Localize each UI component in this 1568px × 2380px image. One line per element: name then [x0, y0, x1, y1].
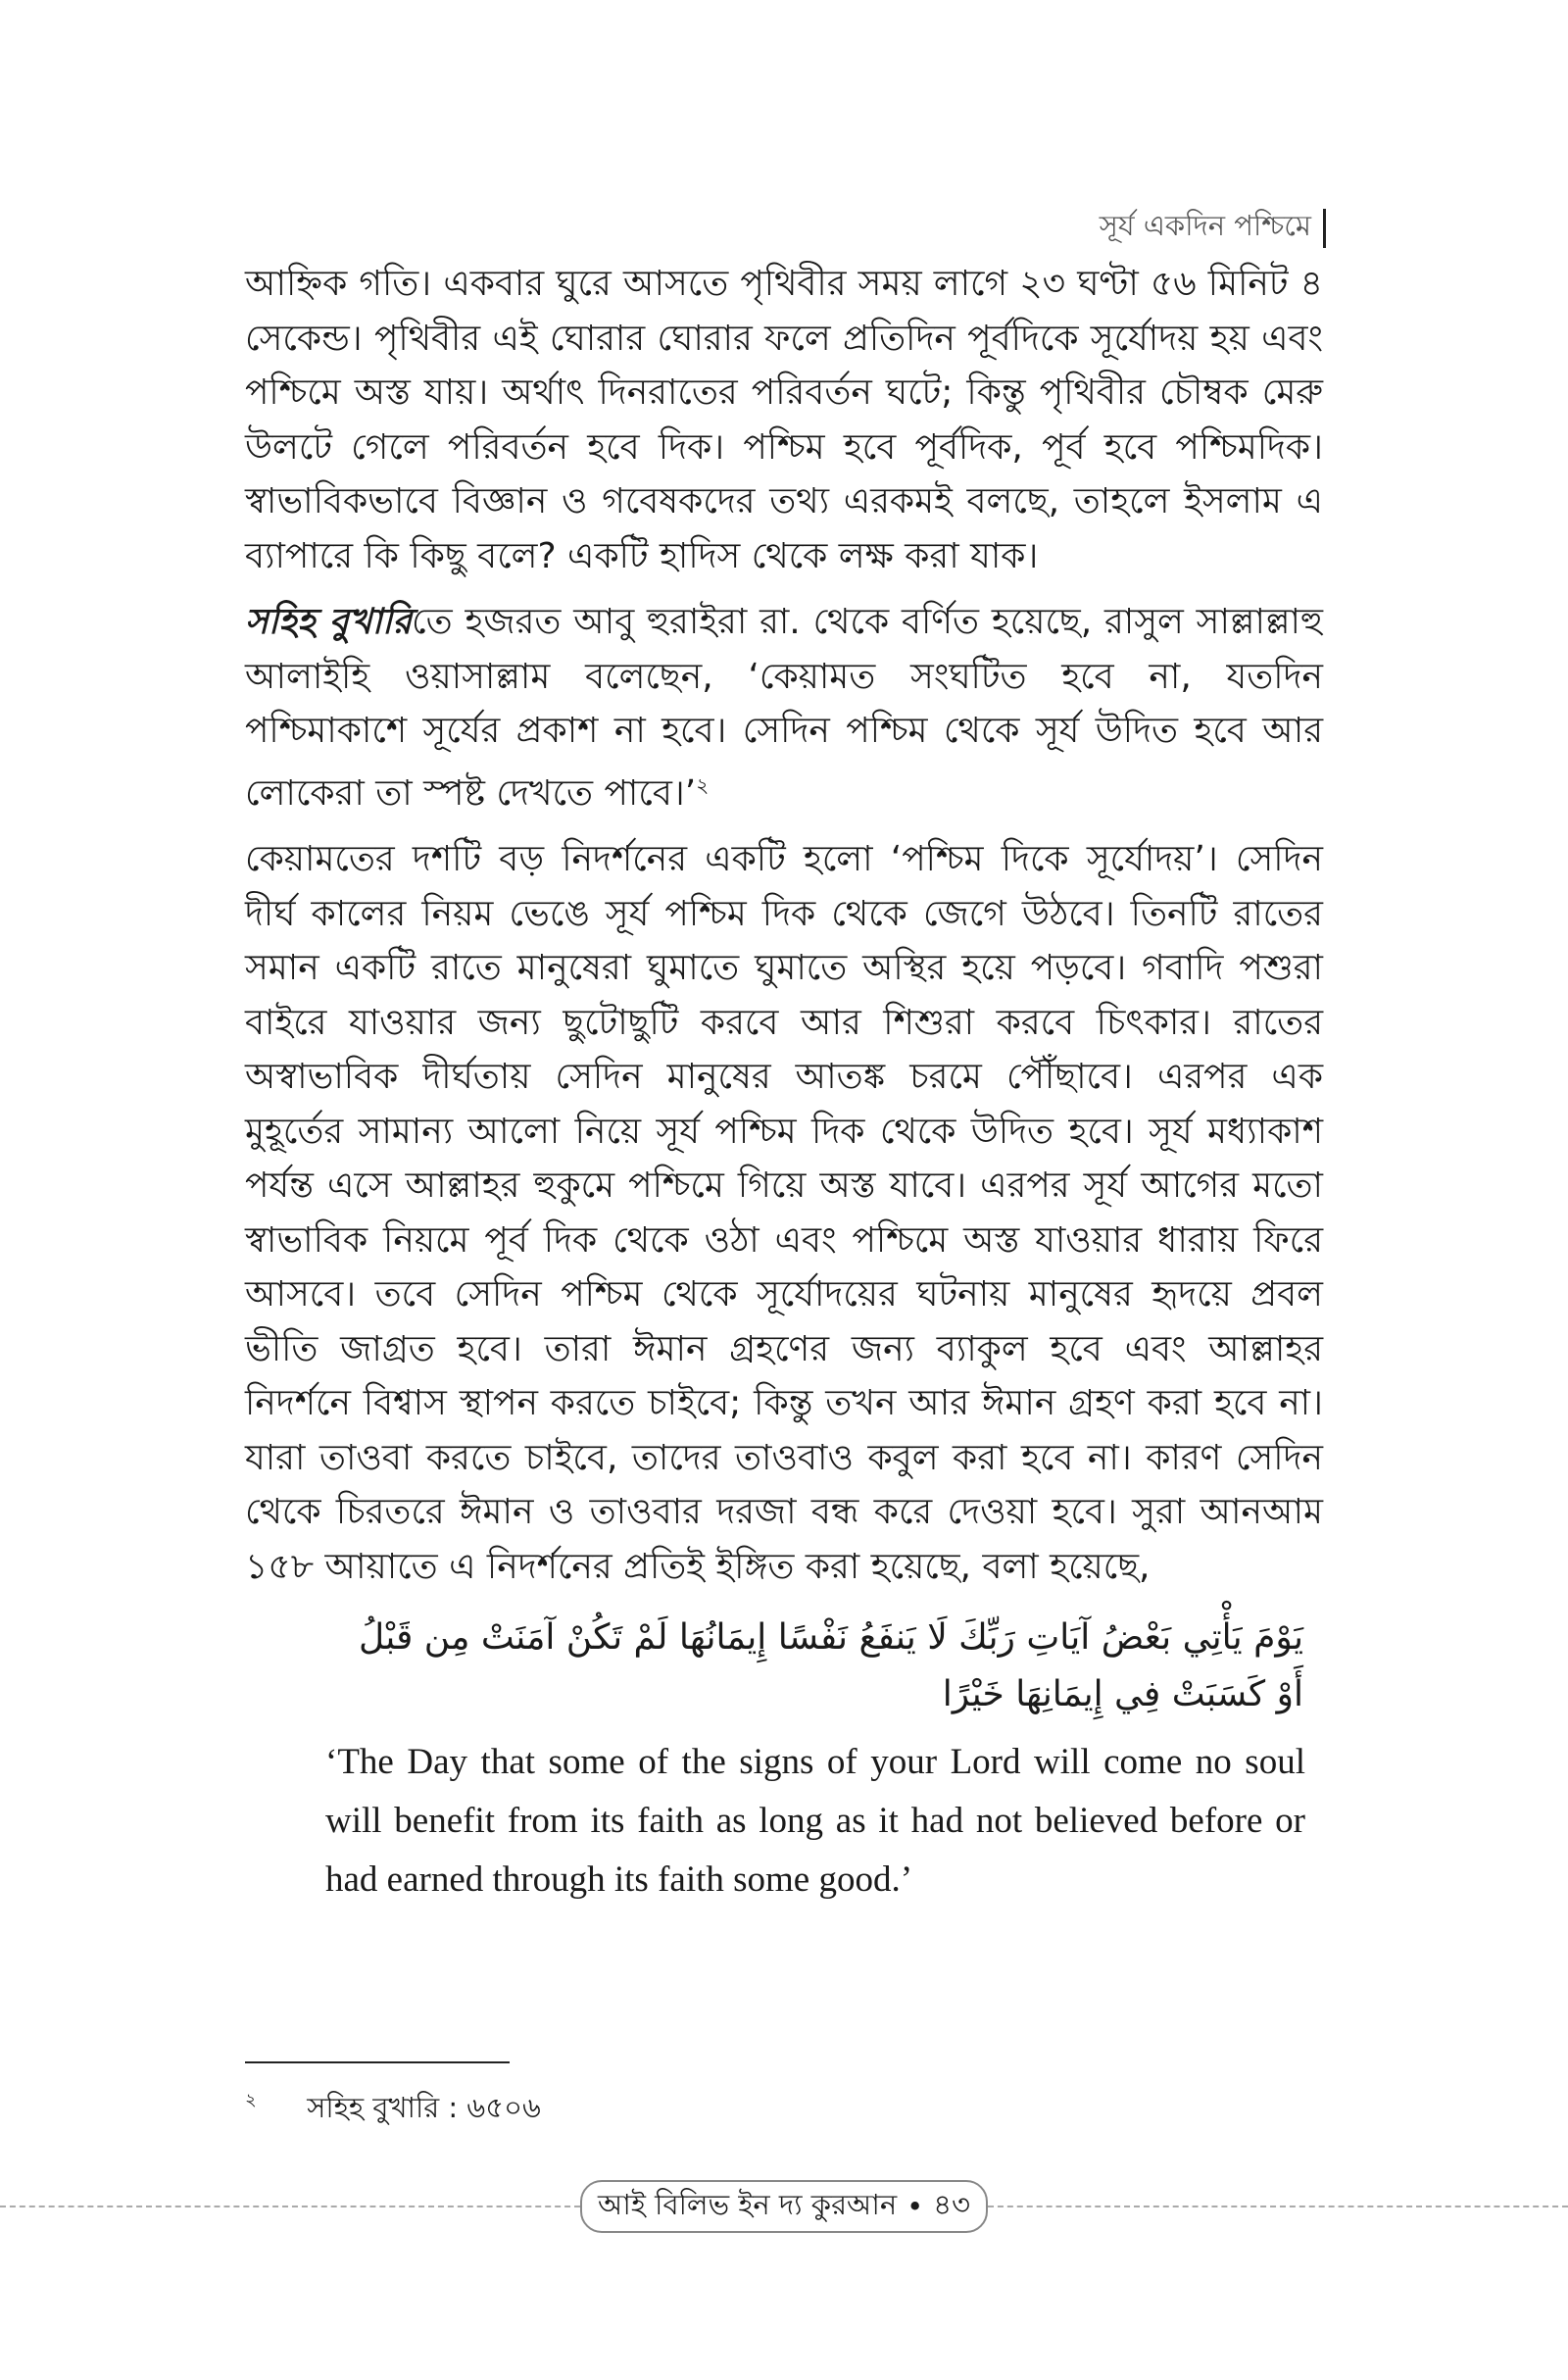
book-title: আই বিলিভ ইন দ্য কুরআন	[598, 2187, 898, 2221]
header-divider	[1323, 209, 1326, 248]
quran-verse-translation: ‘The Day that some of the signs of your Lord will come no soul will benefit from its faith as long as it had not believed before or had earned through its faith some good.’	[325, 1742, 1305, 1900]
running-header	[1100, 204, 1326, 252]
paragraph-2-text: তে হজরত আবু হুরাইরা রা. থেকে বর্ণিত হয়েছে, রাসুল সাল্লাল্লাহু আলাইহি ওয়াসাল্লাম বলেছেন, ‘কেয়ামত সংঘটিত হবে না, যতদিন পশ্চিমাকাশে সূর্যের প্রকাশ না হবে। সেদিন পশ্চিম থেকে সূর্য উদিত হবে আর লোকেরা তা স্পষ্ট দেখতে পাবে।’	[245, 602, 1323, 814]
footer-separator: •	[906, 2190, 924, 2223]
paragraph-3: কেয়ামতের দশটি বড় নিদর্শনের একটি হলো ‘পশ্চিম দিকে সূর্যোদয়’। সেদিন দীর্ঘ কালের নিয়ম ভেঙে সূর্য পশ্চিম দিক থেকে জেগে উঠবে। তিনটি রাতের সমান একটি রাতে মানুষেরা ঘুমাতে ঘুমাতে অস্থির হয়ে পড়বে। গবাদি পশুরা বাইরে যাওয়ার জন্য ছুটোছুটি করবে আর শিশুরা করবে চিৎকার। রাতের অস্বাভাবিক দীর্ঘতায় সেদিন মানুষের আতঙ্ক চরমে পৌঁছাবে। এরপর এক মুহূর্তের সামান্য আলো নিয়ে সূর্য পশ্চিম দিক থেকে উদিত হবে। সূর্য মধ্যাকাশ পর্যন্ত এসে আল্লাহর হুকুমে পশ্চিমে গিয়ে অস্ত যাবে। এরপর সূর্য আগের মতো স্বাভাবিক নিয়মে পূর্ব দিক থেকে ওঠা এবং পশ্চিমে অস্ত যাওয়ার ধারায় ফিরে আসবে। তবে সেদিন পশ্চিম থেকে সূর্যোদয়ের ঘটনায় মানুষের হৃদয়ে প্রবল ভীতি জাগ্রত হবে। তারা ঈমান গ্রহণের জন্য ব্যাকুল হবে এবং আল্লাহর নিদর্শনে বিশ্বাস স্থাপন করতে চাইবে; কিন্তু তখন আর ঈমান গ্রহণ করা হবে না। যারা তাওবা করতে চাইবে, তাদের তাওবাও কবুল করা হবে না। কারণ সেদিন থেকে চিরতরে ঈমান ও তাওবার দরজা বন্ধ করে দেওয়া হবে। সুরা আনআম ১৫৮ আয়াতে এ নিদর্শনের প্রতিই ইঙ্গিত করা হয়েছে, বলা হয়েছে,	[245, 839, 1323, 1587]
main-text	[245, 257, 1323, 1909]
footnote-text: সহিহ বুখারি : ৬৫০৬	[307, 2091, 541, 2124]
running-title: সূর্য একদিন পশ্চিমে	[1099, 209, 1311, 242]
footnote-ref: ২	[696, 772, 710, 797]
paragraph-1: আহ্নিক গতি। একবার ঘুরে আসতে পৃথিবীর সময় লাগে ২৩ ঘণ্টা ৫৬ মিনিট ৪ সেকেন্ড। পৃথিবীর এই ঘোরার ঘোরার ফলে প্রতিদিন পূর্বদিকে সূর্যোদয় হয় এবং পশ্চিমে অস্ত যায়। অর্থাৎ দিনরাতের পরিবর্তন ঘটে; কিন্তু পৃথিবীর চৌম্বক মেরু উলটে গেলে পরিবর্তন হবে দিক। পশ্চিম হবে পূর্বদিক, পূর্ব হবে পশ্চিমদিক। স্বাভাবিকভাবে বিজ্ঞান ও গবেষকদের তথ্য এরকমই বলছে, তাহলে ইসলাম এ ব্যাপারে কি কিছু বলে? একটি হাদিস থেকে লক্ষ করা যাক।	[245, 264, 1323, 576]
footer-left-rule	[0, 2206, 580, 2207]
page-footer	[0, 2178, 1568, 2237]
footer-right-rule	[988, 2206, 1568, 2207]
footnote-number: ২	[245, 2090, 257, 2110]
page-number: ৪৩	[933, 2187, 970, 2221]
quran-verse-arabic: يَوْمَ يَأْتِي بَعْضُ آيَاتِ رَبِّكَ لَا يَنفَعُ نَفْسًا إِيمَانُهَا لَمْ تَكُنْ آمَنَتْ مِن قَبْلُ أَوْ كَسَبَتْ فِي إِيمَانِهَا خَيْرًا	[358, 1617, 1303, 1714]
footnote	[245, 2086, 541, 2134]
hadith-source: সহিহ বুখারি	[245, 602, 413, 642]
paragraph-2	[245, 595, 1323, 820]
footnote-divider	[245, 2061, 510, 2063]
footer-label	[580, 2180, 988, 2233]
